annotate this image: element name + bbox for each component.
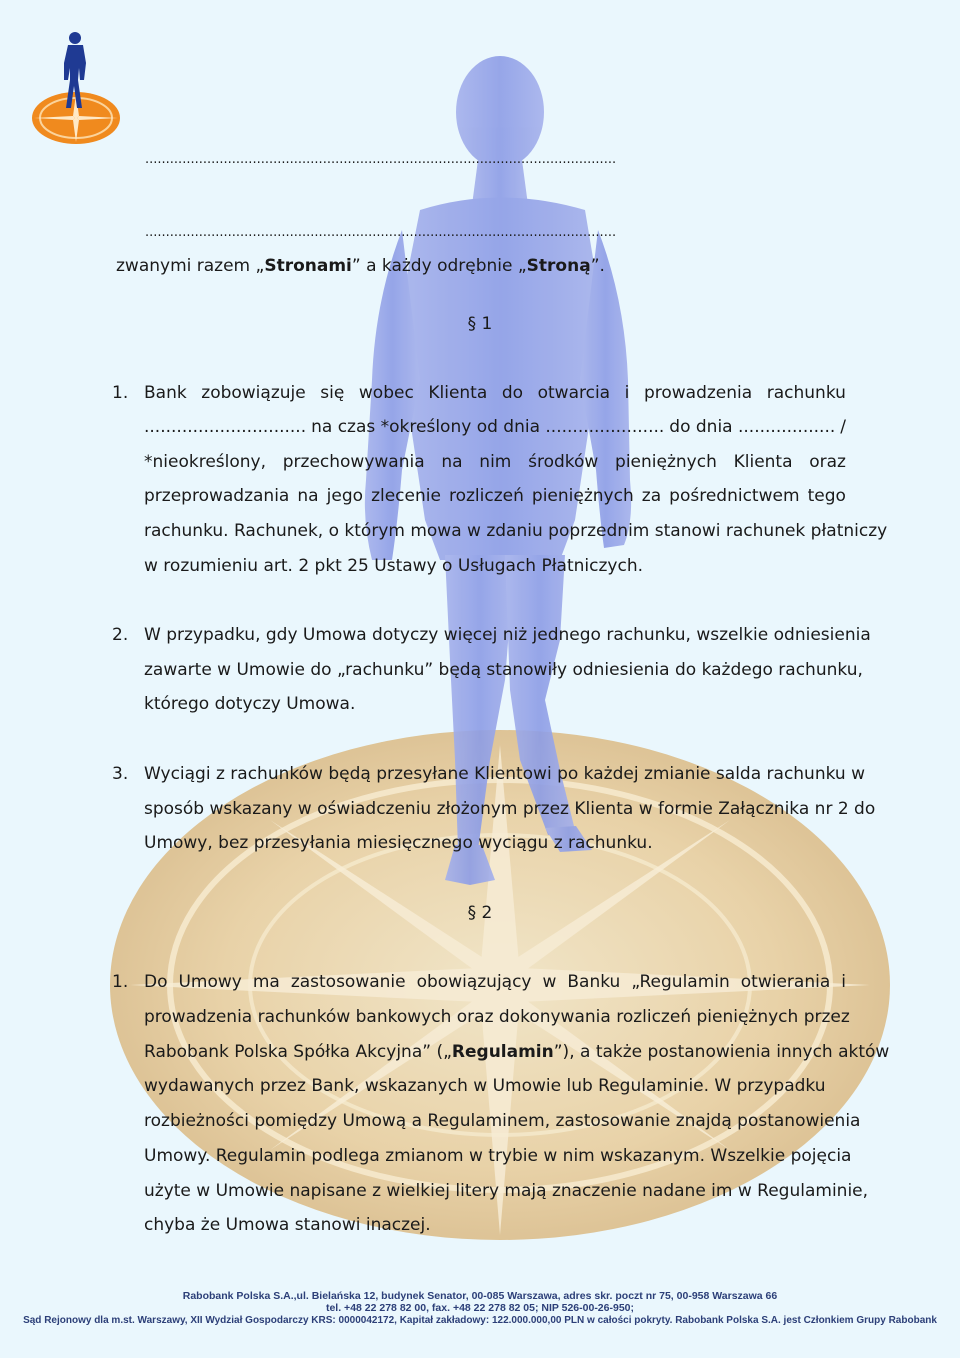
word: Banku <box>567 972 621 992</box>
term-regulamin: Regulamin <box>451 1042 554 1062</box>
intro-term-stronami: Stronami <box>264 256 352 276</box>
word: Do <box>144 972 168 992</box>
signature-dotted-line-2: .................................................................................................................. <box>145 225 617 240</box>
s1-p1-line-2 <box>144 417 846 437</box>
s2-p1-number: 1. <box>112 972 129 992</box>
s1-p3-line-1: Wyciągi z rachunków będą przesyłane Klientowi po każdej zmianie salda rachunku w <box>144 764 866 784</box>
word: i <box>841 972 846 992</box>
dotted-fill: .............................. <box>144 417 307 437</box>
s1-p1-line-6: w rozumieniu art. 2 pkt 25 Ustawy o Usługach Płatniczych. <box>144 556 643 576</box>
word: i <box>624 383 630 403</box>
word: pieniężnych <box>615 452 717 472</box>
word: otwarcia <box>537 383 611 403</box>
s1-p2-line-1: W przypadku, gdy Umowa dotyczy więcej niż jednego rachunku, wszelkie odniesienia <box>144 625 871 645</box>
intro-post: ”. <box>590 256 605 276</box>
intro-mid: ” a każdy odrębnie „ <box>351 256 527 276</box>
date-to-field: do dnia .................. <box>669 417 836 437</box>
s2-p1-line-5: rozbieżności pomiędzy Umową a Regulaminem, zastosowanie znajdą postanowienia <box>144 1111 861 1131</box>
word: jego <box>326 486 364 506</box>
s1-p2-line-2: zawarte w Umowie do „rachunku” będą stanowiły odniesienia do każdego rachunku, <box>144 660 863 680</box>
word: „Regulamin <box>631 972 730 992</box>
s2-p1-line-3 <box>144 1042 889 1062</box>
word: Bank <box>144 383 187 403</box>
section-2-heading: § 2 <box>467 903 493 923</box>
footer-address: Rabobank Polska S.A.,ul. Bielańska 12, budynek Senator, 00-085 Warszawa, adres skr. poczt nr 75, 00-958 Warszawa 66 <box>182 1290 778 1302</box>
footer-contact: tel. +48 22 278 82 00, fax. +48 22 278 82 05; NIP 526-00-26-950; <box>325 1302 635 1314</box>
s1-p3-line-3: Umowy, bez przesyłania miesięcznego wyciągu z rachunku. <box>144 833 653 853</box>
s2-p1-line-1 <box>144 972 846 992</box>
s2-p1-line-8: chyba że Umowa stanowi inaczej. <box>144 1215 431 1235</box>
intro-line <box>116 256 605 276</box>
word: tego <box>807 486 846 506</box>
intro-term-strona: Stroną <box>526 256 591 276</box>
s1-p2-number: 2. <box>112 625 129 645</box>
s1-p1-line-1 <box>144 383 846 403</box>
word: zobowiązuje <box>201 383 306 403</box>
slash: / <box>840 417 846 437</box>
word: przechowywania <box>282 452 425 472</box>
s2-p1-line-4: wydawanych przez Bank, wskazanych w Umowie lub Regulaminie. W przypadku <box>144 1076 826 1096</box>
l3-pre: Rabobank Polska Spółka Akcyjna” („ <box>144 1042 452 1062</box>
signature-dotted-line-1: .................................................................................................................. <box>145 152 617 167</box>
word: *nieokreślony, <box>144 452 266 472</box>
word: na <box>297 486 319 506</box>
s1-p1-line-5: rachunku. Rachunek, o którym mowa w zdaniu poprzednim stanowi rachunek płatniczy <box>144 521 888 541</box>
word: rozliczeń <box>448 486 524 506</box>
word: do <box>501 383 524 403</box>
word: ma <box>252 972 280 992</box>
intro-pre: zwanymi razem „ <box>116 256 265 276</box>
word: Klienta <box>428 383 488 403</box>
word: zlecenie <box>371 486 441 506</box>
word: nim <box>479 452 512 472</box>
s1-p3-line-2: sposób wskazany w oświadczeniu złożonym przez Klienta w formie Załącznika nr 2 do <box>144 799 876 819</box>
s1-p1-line-3 <box>144 452 846 472</box>
word: przeprowadzania <box>144 486 290 506</box>
l3-post: ”), a także postanowienia innych aktów <box>553 1042 890 1062</box>
word: pośrednictwem <box>669 486 800 506</box>
word: zastosowanie <box>290 972 406 992</box>
word: się <box>320 383 345 403</box>
word: Klienta <box>733 452 793 472</box>
s1-p3-number: 3. <box>112 764 129 784</box>
footer-registration: Sąd Rejonowy dla m.st. Warszawy, XII Wydział Gospodarczy KRS: 0000042172, Kapitał zakładowy: 122.000.000,00 PLN w całości pokryty. Rabobank Polska S.A. jest Członkiem Grupy Rabobank <box>23 1315 937 1326</box>
word: rachunku <box>766 383 846 403</box>
s1-p1-number: 1. <box>112 383 129 403</box>
date-from-field: na czas *określony od dnia ...................... <box>311 417 665 437</box>
s1-p1-line-4 <box>144 486 846 506</box>
section-1-heading: § 1 <box>467 314 493 334</box>
word: na <box>441 452 463 472</box>
s2-p1-line-2: prowadzenia rachunków bankowych oraz dokonywania rozliczeń pieniężnych przez <box>144 1007 850 1027</box>
word: wobec <box>358 383 414 403</box>
word: środków <box>528 452 599 472</box>
word: oraz <box>809 452 846 472</box>
word: Umowy <box>178 972 242 992</box>
word: prowadzenia <box>643 383 753 403</box>
word: otwierania <box>740 972 831 992</box>
s1-p2-line-3: którego dotyczy Umowa. <box>144 694 356 714</box>
s2-p1-line-6: Umowy. Regulamin podlega zmianom w trybie w nim wskazanym. Wszelkie pojęcia <box>144 1146 852 1166</box>
word: pieniężnych <box>531 486 634 506</box>
word: w <box>542 972 557 992</box>
word: obowiązujący <box>416 972 532 992</box>
word: za <box>641 486 662 506</box>
s2-p1-line-7: użyte w Umowie napisane z wielkiej litery mają znaczenie nadane im w Regulaminie, <box>144 1181 869 1201</box>
